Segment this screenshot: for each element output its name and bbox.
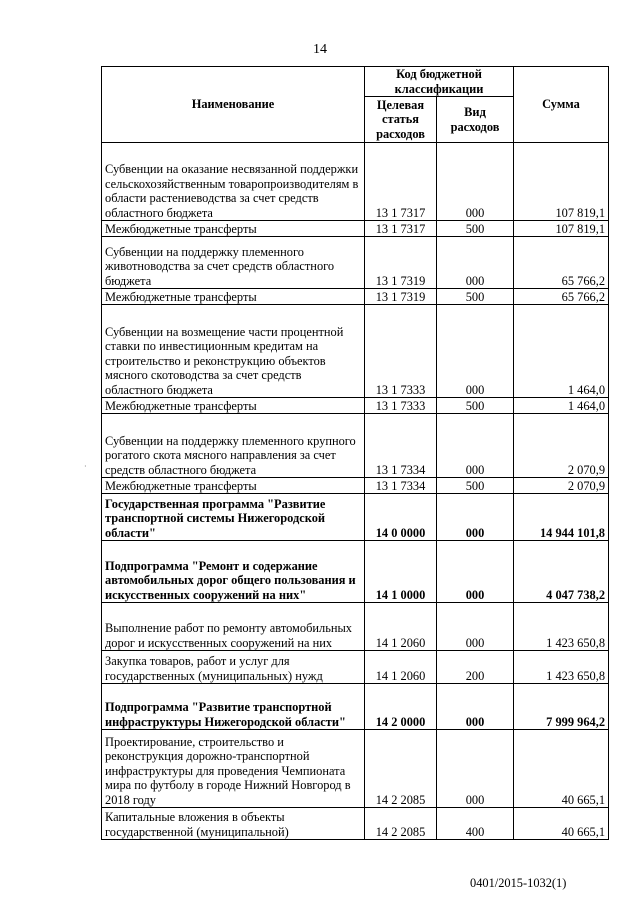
row-code: 13 1 7333 — [365, 398, 437, 414]
row-name: Межбюджетные трансферты — [102, 398, 365, 414]
header-code-group: Код бюджетной классификации — [365, 67, 514, 97]
table-row — [102, 414, 609, 478]
row-code: 13 1 7317 — [365, 221, 437, 237]
row-name: Субвенции на оказание несвязанной поддержки сельскохозяйственным товаропроизводителям в области растениеводства за счет средств областного бюджета — [102, 143, 365, 221]
row-sum: 107 819,1 — [514, 143, 609, 221]
row-vid: 000 — [437, 305, 514, 398]
row-name: Подпрограмма "Ремонт и содержание автомобильных дорог общего пользования и искусственных сооружений на них" — [102, 541, 365, 603]
row-vid: 000 — [437, 414, 514, 478]
row-name: Субвенции на поддержку племенного крупного рогатого скота мясного направления за счет средств областного бюджета — [102, 414, 365, 478]
row-sum: 4 047 738,2 — [514, 541, 609, 603]
row-code: 14 0 0000 — [365, 494, 437, 541]
row-name: Подпрограмма "Развитие транспортной инфраструктуры Нижегородской области" — [102, 684, 365, 730]
row-sum: 65 766,2 — [514, 237, 609, 289]
table-row — [102, 305, 609, 398]
row-code: 14 2 0000 — [365, 684, 437, 730]
row-vid: 000 — [437, 143, 514, 221]
row-vid: 400 — [437, 808, 514, 840]
row-vid: 000 — [437, 494, 514, 541]
table-row — [102, 221, 609, 237]
table-row — [102, 808, 609, 840]
table-row — [102, 730, 609, 808]
row-name: Государственная программа "Развитие транспортной системы Нижегородской области" — [102, 494, 365, 541]
row-code: 14 2 2085 — [365, 730, 437, 808]
row-name: Межбюджетные трансферты — [102, 478, 365, 494]
row-sum: 7 999 964,2 — [514, 684, 609, 730]
table-row — [102, 398, 609, 414]
header-target-article: Целевая статья расходов — [365, 97, 437, 143]
row-sum: 1 423 650,8 — [514, 603, 609, 651]
table-row — [102, 289, 609, 305]
row-vid: 000 — [437, 237, 514, 289]
row-code: 13 1 7334 — [365, 478, 437, 494]
row-name: Субвенции на поддержку племенного животноводства за счет средств областного бюджета — [102, 237, 365, 289]
row-sum: 1 464,0 — [514, 305, 609, 398]
row-sum: 40 665,1 — [514, 730, 609, 808]
row-vid: 500 — [437, 478, 514, 494]
row-name: Капитальные вложения в объекты государственной (муниципальной) — [102, 808, 365, 840]
row-vid: 000 — [437, 730, 514, 808]
row-code: 14 2 2085 — [365, 808, 437, 840]
table-row — [102, 541, 609, 603]
row-sum: 65 766,2 — [514, 289, 609, 305]
row-code: 14 1 0000 — [365, 541, 437, 603]
table-row — [102, 143, 609, 221]
row-vid: 000 — [437, 541, 514, 603]
table-row — [102, 494, 609, 541]
row-name: Межбюджетные трансферты — [102, 289, 365, 305]
row-name: Выполнение работ по ремонту автомобильных дорог и искусственных сооружений на них — [102, 603, 365, 651]
row-code: 13 1 7317 — [365, 143, 437, 221]
row-sum: 1 423 650,8 — [514, 651, 609, 684]
page-number: 14 — [313, 42, 327, 57]
header-expense-type: Вид расходов — [437, 97, 514, 143]
budget-table — [101, 66, 609, 840]
row-sum: 2 070,9 — [514, 414, 609, 478]
row-name: Закупка товаров, работ и услуг для государственных (муниципальных) нужд — [102, 651, 365, 684]
row-name: Проектирование, строительство и реконструкция дорожно-транспортной инфраструктуры для проведения Чемпионата мира по футболу в городе Нижний Новгород в 2018 году — [102, 730, 365, 808]
row-vid: 500 — [437, 221, 514, 237]
row-code: 13 1 7334 — [365, 414, 437, 478]
header-sum: Сумма — [514, 67, 609, 143]
row-code: 13 1 7333 — [365, 305, 437, 398]
row-code: 13 1 7319 — [365, 289, 437, 305]
row-sum: 1 464,0 — [514, 398, 609, 414]
row-name: Субвенции на возмещение части процентной ставки по инвестиционным кредитам на строительство и реконструкцию объектов мясного скотоводства за счет средств областного бюджета — [102, 305, 365, 398]
row-sum: 2 070,9 — [514, 478, 609, 494]
row-vid: 500 — [437, 398, 514, 414]
row-sum: 40 665,1 — [514, 808, 609, 840]
table-row — [102, 684, 609, 730]
scan-mark: · — [84, 462, 87, 471]
table-row — [102, 603, 609, 651]
row-code: 13 1 7319 — [365, 237, 437, 289]
row-vid: 500 — [437, 289, 514, 305]
row-name: Межбюджетные трансферты — [102, 221, 365, 237]
row-sum: 107 819,1 — [514, 221, 609, 237]
row-code: 14 1 2060 — [365, 603, 437, 651]
document-code: 0401/2015-1032(1) — [470, 876, 567, 890]
row-vid: 200 — [437, 651, 514, 684]
row-code: 14 1 2060 — [365, 651, 437, 684]
row-sum: 14 944 101,8 — [514, 494, 609, 541]
row-vid: 000 — [437, 603, 514, 651]
table-row — [102, 237, 609, 289]
header-name: Наименование — [102, 67, 365, 143]
table-row — [102, 651, 609, 684]
row-vid: 000 — [437, 684, 514, 730]
table-row — [102, 478, 609, 494]
